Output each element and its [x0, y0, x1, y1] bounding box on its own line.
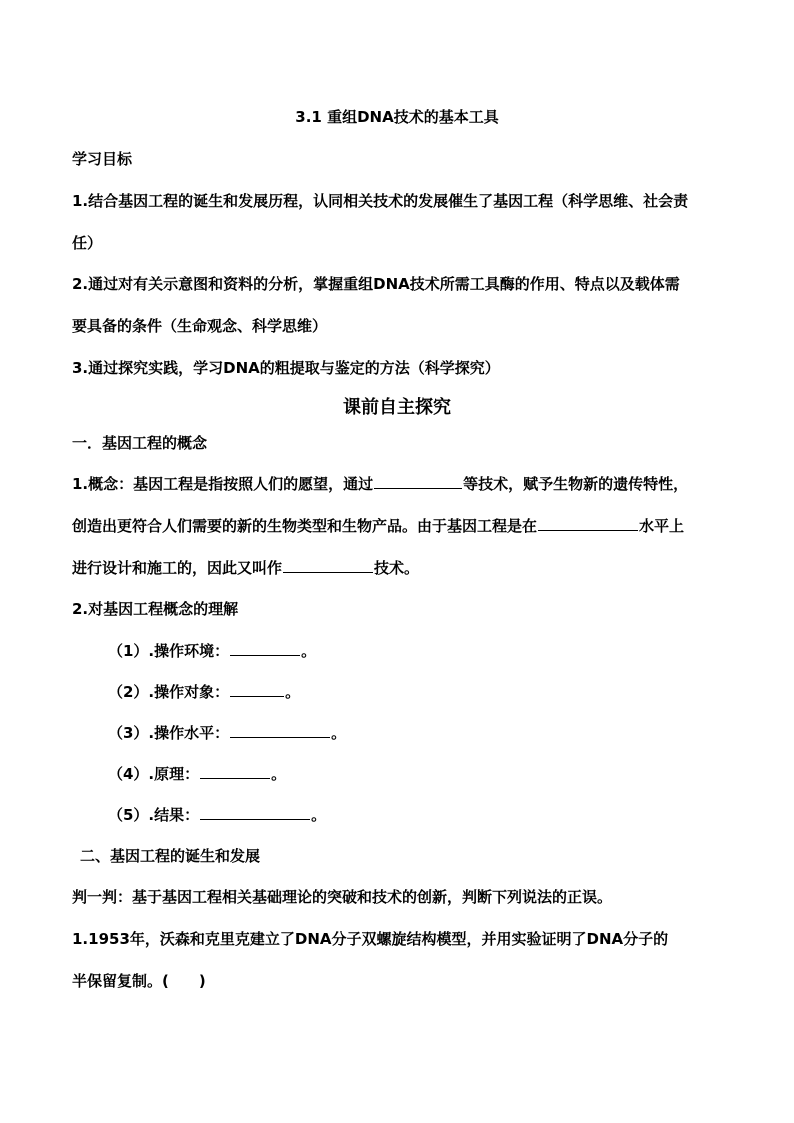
item-label: （1）.操作环境： — [108, 642, 230, 660]
item-label: （4）.原理： — [108, 765, 200, 783]
concept-line-2-end: 水平上 — [639, 517, 685, 535]
objective-3: 3.通过探究实践，学习DNA的粗提取与鉴定的方法（科学探究） — [72, 359, 500, 377]
item-label: （5）.结果： — [108, 806, 200, 824]
concept-line-3 — [72, 556, 724, 579]
part1-heading: 一．基因工程的概念 — [72, 434, 208, 452]
blank-principle[interactable] — [200, 762, 270, 779]
item-end: 。 — [331, 724, 347, 742]
blank-object[interactable] — [230, 680, 284, 697]
item-label: （2）.操作对象： — [108, 683, 230, 701]
item-label: （3）.操作水平： — [108, 724, 230, 742]
blank-alt-name[interactable] — [283, 556, 373, 573]
understanding-item-4 — [108, 762, 760, 785]
question-1-line-2: 半保留复制。( ) — [72, 972, 206, 990]
objective-2-line-1: 2.通过对有关示意图和资料的分析，掌握重组DNA技术所需工具酶的作用、特点以及载体需 — [72, 275, 680, 293]
objective-1-line-1: 1.结合基因工程的诞生和发展历程，认同相关技术的发展催生了基因工程（科学思维、社会责 — [72, 192, 689, 210]
concept-line-3-start: 进行设计和施工的，因此又叫作 — [72, 559, 283, 577]
understanding-item-3 — [108, 721, 760, 744]
blank-level[interactable] — [538, 514, 638, 531]
concept-line-2 — [72, 514, 724, 537]
blank-result[interactable] — [200, 803, 310, 820]
question-1-line-1: 1.1953年，沃森和克里克建立了DNA分子双螺旋结构模型，并用实验证明了DNA分子的 — [72, 930, 669, 948]
blank-environment[interactable] — [230, 639, 300, 656]
blank-technique[interactable] — [374, 472, 462, 489]
judge-instruction: 判一判：基于基因工程相关基础理论的突破和技术的创新，判断下列说法的正误。 — [72, 888, 613, 906]
concept-line-3-end: 技术。 — [374, 559, 420, 577]
item-end: 。 — [271, 765, 287, 783]
item-end: 。 — [285, 683, 301, 701]
item-end: 。 — [311, 806, 327, 824]
concept-line-1-end: 等技术，赋予生物新的遗传特性， — [463, 475, 689, 493]
item-end: 。 — [301, 642, 317, 660]
blank-level-2[interactable] — [230, 721, 330, 738]
document-title: 3.1 重组DNA技术的基本工具 — [295, 108, 499, 126]
understanding-item-5 — [108, 803, 760, 826]
concept-line-2-start: 创造出更符合人们需要的新的生物类型和生物产品。由于基因工程是在 — [72, 517, 538, 535]
section-title: 课前自主探究 — [343, 397, 451, 418]
understanding-item-2 — [108, 680, 760, 703]
concept-line-1 — [72, 472, 724, 495]
objectives-heading: 学习目标 — [72, 150, 133, 168]
part2-heading: 二、基因工程的诞生和发展 — [80, 847, 261, 865]
objective-2-line-2: 要具备的条件（生命观念、科学思维） — [72, 317, 328, 335]
understanding-item-1 — [108, 639, 760, 662]
concept-line-1-start: 1.概念：基因工程是指按照人们的愿望，通过 — [72, 475, 374, 493]
objective-1-line-2: 任） — [72, 234, 103, 252]
understanding-heading: 2.对基因工程概念的理解 — [72, 600, 239, 618]
